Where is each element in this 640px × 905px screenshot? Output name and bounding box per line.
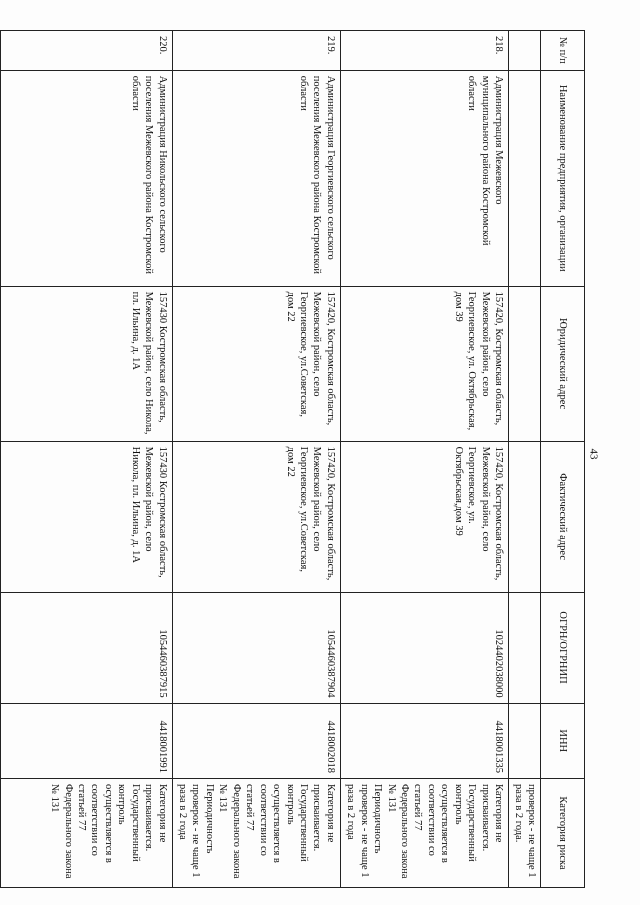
- row-legal-address: 157420, Костромская область, Межевской район, село Георгиевское, ул.Советская, дом 22: [172, 286, 340, 441]
- row-name: Администрация Межевского муниципального района Костромской области: [340, 70, 508, 286]
- header-legal-address: Юридический адрес: [541, 286, 585, 441]
- table-row: [172, 31, 340, 888]
- table-row: [0, 31, 172, 888]
- row-ogrn: 1054460387904: [172, 592, 340, 703]
- row-legal-address: 157420, Костромская область, Межевской район, село Георгиевское, ул. Октябрьская, дом 39: [340, 286, 508, 441]
- row-inn: 4418002018: [172, 703, 340, 778]
- header-row: [541, 31, 585, 888]
- carryover-risk: проверок - не чаще 1 раза в 2 года.: [509, 778, 541, 887]
- row-legal-address: 157430 Костромская область, Межевской район, село Никола, пл. Ильина, д. 1А: [0, 286, 172, 441]
- row-inn: 4418001335: [340, 703, 508, 778]
- row-actual-address: 157420, Костромская область, Межевской район, село Георгиевское, ул. Октябрьская,дом 39: [340, 441, 508, 592]
- rotated-sheet: [49, 30, 585, 888]
- row-ogrn: 1024402038000: [340, 592, 508, 703]
- row-risk: Категория не присваивается. Государственный контроль осуществляется в соответствии со статьей 77 Федерального закона № 131 Периодичность проверок - не чаще 1 раза в 2 года: [172, 778, 340, 887]
- row-risk: Категория не присваивается. Государственный контроль осуществляется в соответствии со статьей 77 Федерального закона № 131 Периодичность проверок - не чаще 1 раза в 2 года: [340, 778, 508, 887]
- table-row: [340, 31, 508, 888]
- row-actual-address: 157430 Костромская область, Межевской район, село Никола, пл. Ильина, д. 1А: [0, 441, 172, 592]
- organizations-table: [0, 30, 585, 888]
- carryover-row: [509, 31, 541, 888]
- row-num: 220.: [0, 31, 172, 71]
- page-number: 43: [587, 448, 600, 460]
- row-actual-address: 157420, Костромская область, Межевской район, село Георгиевское, ул.Советская, дом 22: [172, 441, 340, 592]
- header-num: № п/п: [541, 31, 585, 71]
- header-ogrn: ОГРН/ОГРНИП: [541, 592, 585, 703]
- header-name: Наименование предприятия, организации: [541, 70, 585, 286]
- row-num: 219.: [172, 31, 340, 71]
- header-risk: Категория риска: [541, 778, 585, 887]
- header-inn: ИНН: [541, 703, 585, 778]
- row-inn: 4418001991: [0, 703, 172, 778]
- row-risk: Категория не присваивается. Государственный контроль осуществляется в соответствии со статьей 77 Федерального закона № 131: [0, 778, 172, 887]
- row-num: 218.: [340, 31, 508, 71]
- row-name: Администрация Никольского сельского поселения Межевского района Костромской области: [0, 70, 172, 286]
- row-name: Администрация Георгиевского сельского поселения Межевского района Костромской области: [172, 70, 340, 286]
- row-ogrn: 1054460387915: [0, 592, 172, 703]
- header-actual-address: Фактический адрес: [541, 441, 585, 592]
